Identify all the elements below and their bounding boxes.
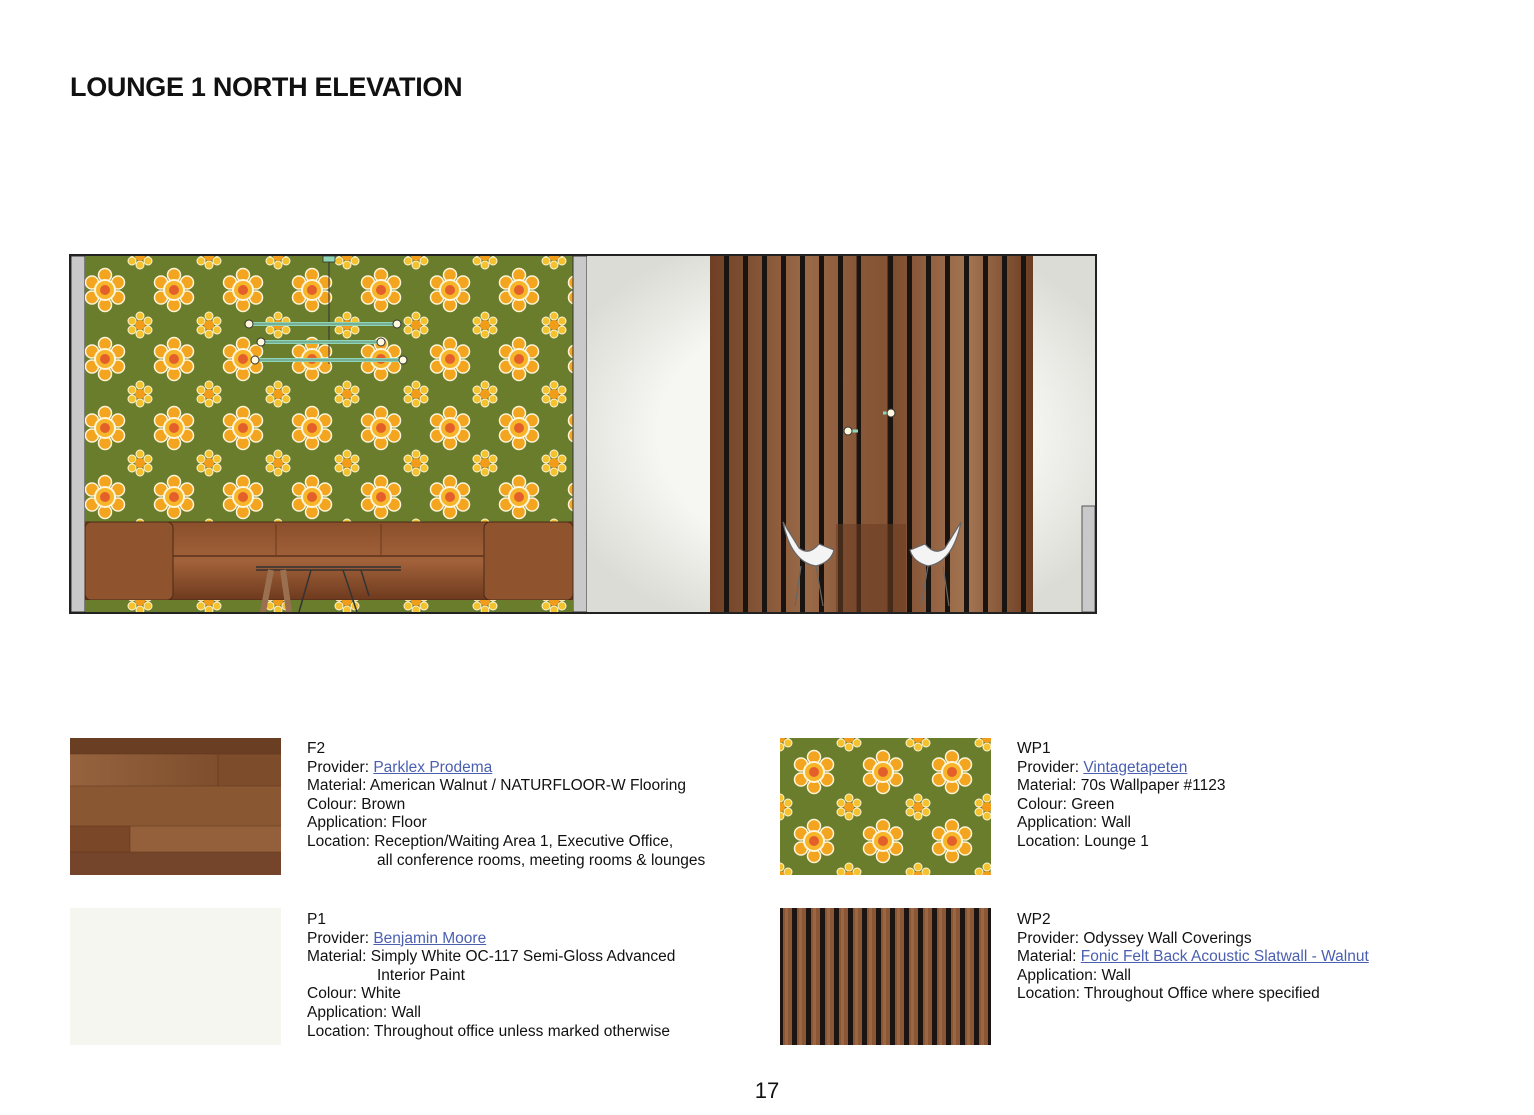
page-title: LOUNGE 1 NORTH ELEVATION — [70, 72, 463, 102]
walnut-slatwall-swatch — [780, 908, 991, 1045]
material-code: F2 — [307, 740, 326, 757]
material-line-continued: Interior Paint — [377, 966, 465, 984]
location-line: Location: Reception/Waiting Area 1, Executive Office, — [307, 832, 674, 850]
provider-link[interactable]: Vintagetapeten — [1083, 758, 1188, 776]
white-paint-swatch — [70, 908, 281, 1045]
application-line: Application: Wall — [1017, 966, 1132, 984]
provider-link[interactable]: Benjamin Moore — [373, 929, 487, 947]
provider-label: Provider: — [307, 758, 374, 776]
colour-line: Colour: White — [307, 985, 401, 1003]
location-line-continued: all conference rooms, meeting rooms & lounges — [377, 851, 706, 869]
material-line: Material: 70s Wallpaper #1123 — [1017, 777, 1226, 795]
application-line: Application: Floor — [307, 814, 427, 832]
material-spec-p1 — [307, 911, 675, 1041]
material-label: Material: — [1017, 948, 1081, 966]
material-code: WP2 — [1017, 911, 1051, 928]
flower-wallpaper-swatch — [780, 738, 991, 875]
material-value: American Walnut / NATURFLOOR-W Flooring — [369, 777, 686, 795]
page-number: 17 — [754, 1078, 780, 1103]
colour-line: Colour: Brown — [307, 795, 406, 813]
provider-label: Provider: — [1017, 758, 1084, 776]
walnut-floor-swatch — [70, 738, 281, 875]
material-code: WP1 — [1017, 740, 1051, 757]
provider-link[interactable]: Parklex Prodema — [373, 758, 493, 776]
material-code: P1 — [307, 911, 326, 928]
provider-label: Provider: — [307, 929, 374, 947]
application-line: Application: Wall — [1017, 814, 1132, 832]
colour-line: Colour: Green — [1017, 795, 1115, 813]
provider-line: Provider: Odyssey Wall Coverings — [1017, 929, 1252, 947]
location-line: Location: Throughout Office where specified — [1017, 985, 1320, 1003]
application-line: Application: Wall — [307, 1003, 422, 1021]
location-line: Location: Throughout office unless marked otherwise — [307, 1022, 671, 1040]
location-line: Location: Lounge 1 — [1017, 832, 1149, 850]
elevation-drawing — [69, 254, 1097, 614]
material-line: Material: Simply White OC-117 Semi-Gloss Advanced — [307, 948, 676, 966]
material-spec-wp1 — [1017, 740, 1226, 852]
material-spec-f2 — [307, 740, 705, 870]
material-link[interactable]: Fonic Felt Back Acoustic Slatwall - Walnut — [1080, 948, 1369, 966]
material-spec-wp2 — [1017, 911, 1369, 1004]
material-label: Material: — [307, 777, 370, 795]
